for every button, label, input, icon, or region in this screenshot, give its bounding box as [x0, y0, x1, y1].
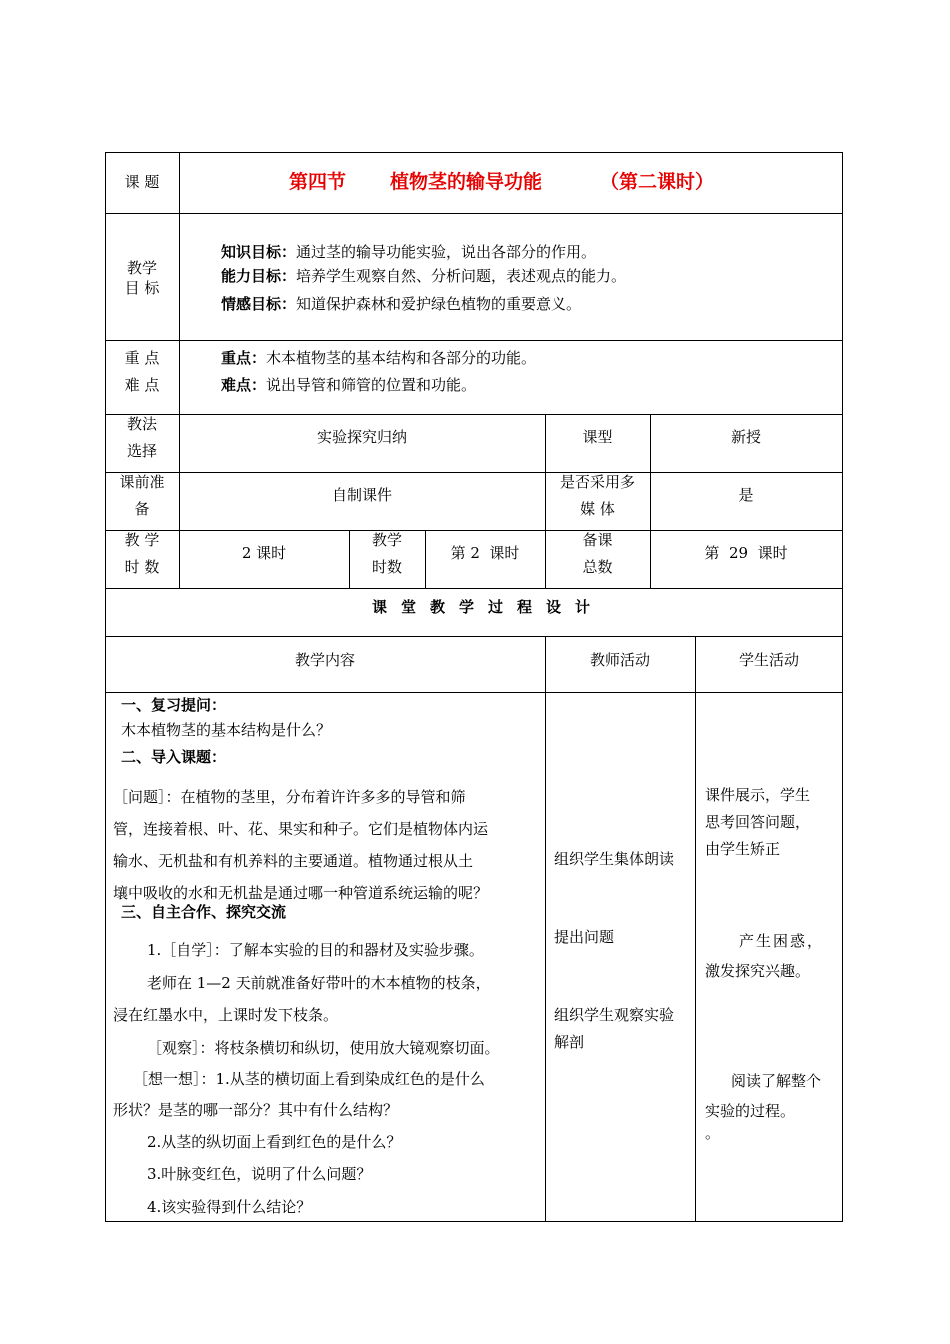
self-study-step: 1.［自学］：了解本实验的目的和器材及实验步骤。 — [147, 941, 484, 959]
prep-label-line: 课前准 — [119, 473, 165, 491]
method-value: 实验探究归纳 — [316, 428, 407, 446]
problem-line: ［问题］：在植物的茎里，分布着许许多多的导管和筛 — [113, 788, 466, 806]
prep-step-line: 浸在红墨水中，上课时发下枝条。 — [113, 1006, 339, 1024]
teacher-activity-line: 组织学生观察实验 — [554, 1006, 675, 1024]
objective-ability — [221, 264, 626, 288]
section-review-heading: 一、复习提问： — [121, 696, 227, 714]
student-activity-line: 由学生矫正 — [705, 840, 781, 858]
objectives-list — [221, 240, 626, 316]
hours-label-line: 时 数 — [124, 558, 160, 576]
objectives-label — [105, 258, 179, 298]
student-activity-line: 实验的过程。 — [705, 1102, 796, 1120]
problem-line: 输水、无机盐和有机养料的主要通道。植物通过根从土 — [113, 852, 474, 870]
row-divider — [105, 530, 843, 531]
keypoints-label-line: 难 点 — [124, 376, 160, 394]
difficult-point — [221, 372, 536, 399]
column-divider — [695, 636, 696, 1222]
prep-total-value: 第 29 课时 — [704, 544, 788, 562]
lesson-title: 植物茎的输导功能 — [390, 171, 543, 193]
section-intro-heading: 二、导入课题： — [121, 748, 227, 766]
problem-line: 壤中吸收的水和无机盐是通过哪一种管道系统运输的呢？ — [113, 884, 489, 902]
objective-text: 通过茎的输导功能实验，说出各部分的作用。 — [296, 243, 597, 261]
table-border-bottom — [105, 1221, 843, 1222]
student-activity-line: 产生困惑， — [739, 932, 825, 950]
objective-text: 培养学生观察自然、分析问题，表述观点的能力。 — [296, 267, 627, 285]
column-header-teacher: 教师活动 — [589, 651, 650, 669]
keypoint-key: 重点： — [221, 349, 267, 367]
table-border-right — [842, 152, 843, 1222]
row-divider — [105, 588, 843, 589]
objective-emotion — [221, 292, 626, 316]
section-explore-heading: 三、自主合作、探究交流 — [121, 903, 287, 921]
label-column-divider — [179, 152, 180, 588]
hours-label-line: 教 学 — [124, 531, 160, 549]
teacher-activity-question: 提出问题 — [554, 928, 615, 946]
prep-total-label-line: 备课 — [582, 531, 613, 549]
column-header-content: 教学内容 — [294, 651, 355, 669]
table-border-top — [105, 152, 843, 153]
hours-sublabel-line: 教学 — [371, 531, 402, 549]
objective-key: 情感目标： — [221, 295, 297, 313]
prep-total-label-line: 总数 — [582, 558, 613, 576]
objective-text: 知道保护森林和爱护绿色植物的重要意义。 — [296, 295, 582, 313]
keypoints-label — [105, 345, 179, 399]
multimedia-value: 是 — [738, 486, 754, 504]
student-activity-line: 思考回答问题， — [705, 813, 811, 831]
student-activity-line: 激发探究兴趣。 — [705, 962, 811, 980]
prep-label — [105, 469, 179, 523]
keypoints-label-line: 重 点 — [124, 349, 160, 367]
method-label-line: 选择 — [126, 442, 157, 460]
problem-line: 管，连接着根、叶、花、果实和种子。它们是植物体内运 — [113, 820, 489, 838]
teaching-hours-sublabel — [349, 527, 425, 581]
column-header-student: 学生活动 — [738, 651, 799, 669]
multimedia-label-line: 媒 体 — [580, 500, 615, 518]
lesson-period: （第二课时） — [600, 171, 715, 193]
student-activity-interest — [705, 926, 824, 986]
lesson-type-label: 课型 — [582, 428, 613, 446]
current-period-value: 第 2 课时 — [450, 544, 520, 562]
prep-step-line: 老师在 1—2 天前就准备好带叶的木本植物的枝条， — [147, 974, 491, 992]
process-design-title: 课堂教学过程设计 — [371, 598, 604, 616]
problem-paragraph — [113, 781, 488, 909]
multimedia-label-line: 是否采用多 — [559, 473, 635, 491]
method-label — [105, 411, 179, 465]
student-activity-line: 阅读了解整个 — [731, 1072, 822, 1090]
keypoints-list — [221, 345, 536, 399]
method-label-line: 教法 — [126, 415, 157, 433]
hours-sublabel-line: 时数 — [371, 558, 402, 576]
teacher-activity-observe — [554, 1002, 674, 1056]
teacher-activity-read: 组织学生集体朗读 — [554, 850, 675, 868]
think-question: 4.该实验得到什么结论？ — [147, 1198, 312, 1216]
lesson-section-number: 第四节 — [289, 171, 347, 193]
row-divider — [105, 472, 843, 473]
teacher-activity-line: 解剖 — [554, 1033, 585, 1051]
objectives-label-line: 目 标 — [124, 279, 160, 297]
prep-label-line: 备 — [134, 500, 150, 518]
student-activity-read — [705, 1066, 821, 1140]
think-question: 2.从茎的纵切面上看到红色的是什么？ — [147, 1133, 402, 1151]
observe-step: ［观察］：将枝条横切和纵切，使用放大镜观察切面。 — [147, 1039, 500, 1057]
multimedia-label — [545, 469, 650, 523]
objective-knowledge — [221, 240, 626, 264]
objective-key: 能力目标： — [221, 267, 297, 285]
teaching-hours-value: 2 课时 — [241, 544, 287, 562]
think-step-line: ［想一想］：1.从茎的横切面上看到染成红色的是什么 — [133, 1070, 485, 1088]
keypoint-key: 难点： — [221, 376, 267, 394]
think-step-line: 形状？是茎的哪一部分？其中有什么结构？ — [113, 1101, 399, 1119]
lesson-plan-table — [105, 152, 843, 1222]
student-activity-answer — [705, 782, 810, 863]
prep-value: 自制课件 — [331, 486, 392, 504]
teaching-hours-label — [105, 527, 179, 581]
review-question: 木本植物茎的基本结构是什么？ — [121, 721, 332, 739]
keypoint-text: 木本植物茎的基本结构和各部分的功能。 — [266, 349, 537, 367]
lesson-type-value: 新授 — [730, 428, 761, 446]
subject-label: 课 题 — [124, 173, 160, 191]
row-divider — [105, 213, 843, 214]
key-point — [221, 345, 536, 372]
student-activity-line: 。 — [705, 1124, 721, 1142]
keypoint-text: 说出导管和筛管的位置和功能。 — [266, 376, 477, 394]
prep-total-label — [545, 527, 650, 581]
column-divider — [545, 636, 546, 1222]
think-question: 3.叶脉变红色，说明了什么问题？ — [147, 1165, 372, 1183]
row-divider — [105, 414, 843, 415]
row-divider — [105, 636, 843, 637]
row-divider — [105, 340, 843, 341]
student-activity-line: 课件展示，学生 — [705, 786, 811, 804]
objectives-label-line: 教学 — [126, 259, 157, 277]
table-border-left — [105, 152, 106, 1222]
objective-key: 知识目标： — [221, 243, 297, 261]
